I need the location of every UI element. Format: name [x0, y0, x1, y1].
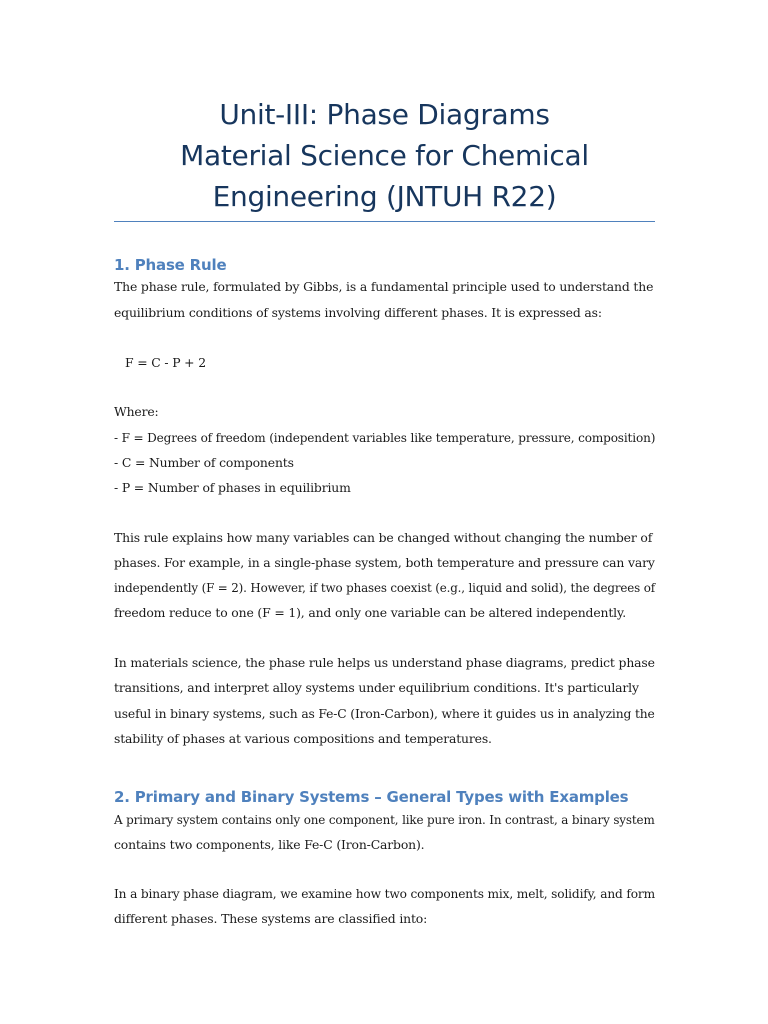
- paragraph-line: In materials science, the phase rule helps us understand phase diagrams, predict phase: [114, 655, 655, 670]
- list-item: - F = Degrees of freedom (independent variables like temperature, pressure, composition): [114, 430, 656, 445]
- paragraph-line: equilibrium conditions of systems involving different phases. It is expressed as:: [114, 305, 602, 320]
- phase-rule-formula: F = C - P + 2: [125, 355, 206, 370]
- paragraph-line: freedom reduce to one (F = 1), and only one variable can be altered independently.: [114, 605, 626, 620]
- title-line: Material Science for Chemical: [180, 139, 589, 172]
- paragraph-line: independently (F = 2). However, if two phases coexist (e.g., liquid and solid), the degrees of: [114, 580, 655, 595]
- section-heading-primary-binary-systems: 2. Primary and Binary Systems – General Types with Examples: [114, 788, 629, 806]
- paragraph-line: contains two components, like Fe-C (Iron-Carbon).: [114, 837, 425, 852]
- list-item: - C = Number of components: [114, 455, 294, 470]
- title-divider: [114, 221, 655, 222]
- paragraph-line: Where:: [114, 404, 159, 419]
- paragraph-line: different phases. These systems are classified into:: [114, 911, 428, 926]
- list-item: - P = Number of phases in equilibrium: [114, 480, 351, 495]
- paragraph-line: transitions, and interpret alloy systems under equilibrium conditions. It's particularly: [114, 680, 639, 695]
- paragraph-line: phases. For example, in a single-phase system, both temperature and pressure can vary: [114, 555, 655, 570]
- section-heading-phase-rule: 1. Phase Rule: [114, 256, 227, 274]
- title-line: Unit-III: Phase Diagrams: [219, 98, 550, 131]
- title-line: Engineering (JNTUH R22): [212, 180, 557, 213]
- paragraph-line: This rule explains how many variables can be changed without changing the number of: [114, 530, 653, 545]
- paragraph-line: stability of phases at various compositions and temperatures.: [114, 731, 492, 746]
- document-title: [114, 94, 655, 217]
- paragraph-line: In a binary phase diagram, we examine how two components mix, melt, solidify, and form: [114, 886, 655, 901]
- paragraph-line: useful in binary systems, such as Fe-C (Iron-Carbon), where it guides us in analyzing the: [114, 706, 655, 721]
- paragraph-line: The phase rule, formulated by Gibbs, is a fundamental principle used to understand the: [114, 279, 654, 294]
- paragraph-line: A primary system contains only one component, like pure iron. In contrast, a binary system: [114, 812, 655, 827]
